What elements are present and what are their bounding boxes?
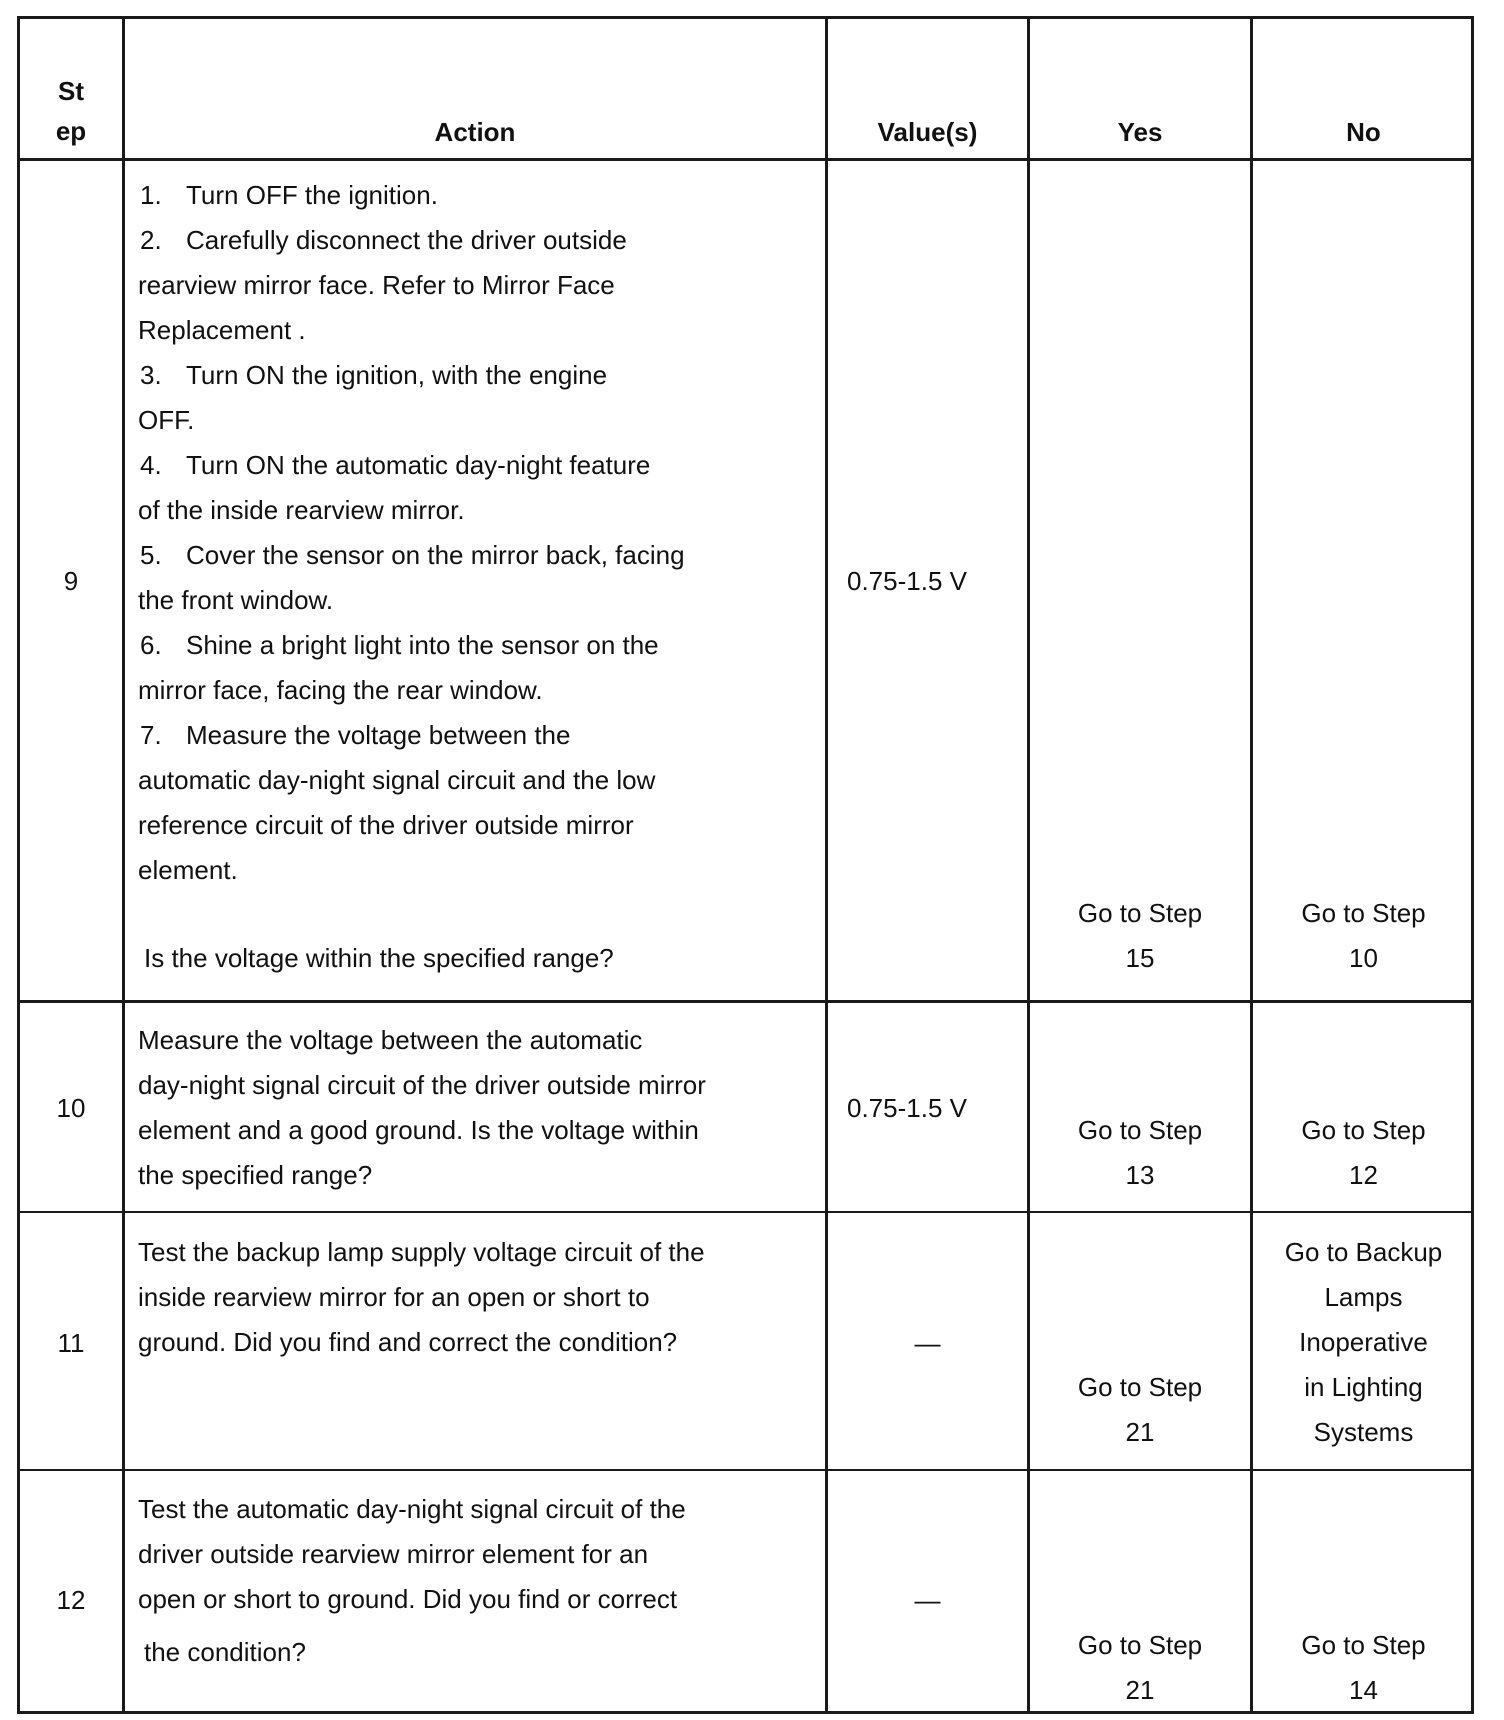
step-index: 1. bbox=[140, 180, 162, 210]
action-line: open or short to ground. Did you find or correct bbox=[138, 1584, 678, 1614]
yes-line: 13 bbox=[1125, 1160, 1155, 1190]
diagnostic-table bbox=[17, 16, 1474, 1714]
action-step-2 bbox=[138, 218, 627, 263]
row-divider bbox=[20, 1469, 1471, 1471]
action-line: the front window. bbox=[138, 585, 334, 615]
action-line: day-night signal circuit of the driver outside mirror bbox=[138, 1070, 706, 1100]
step-index: 6. bbox=[140, 630, 162, 660]
no-line: Go to Step bbox=[1301, 1630, 1426, 1660]
header-step bbox=[20, 71, 122, 151]
action-step-3 bbox=[138, 353, 607, 398]
action-line: Replacement . bbox=[138, 315, 306, 345]
yes-cell bbox=[1030, 1365, 1250, 1455]
action-step-4 bbox=[138, 443, 650, 488]
no-line: 14 bbox=[1349, 1675, 1378, 1705]
no-cell bbox=[1253, 1623, 1474, 1713]
action-line: Turn OFF the ignition. bbox=[186, 180, 438, 210]
value-cell: 0.75-1.5 V bbox=[847, 566, 967, 596]
action-text bbox=[138, 1018, 706, 1198]
step-number: 9 bbox=[63, 566, 79, 596]
row-divider bbox=[20, 1211, 1471, 1213]
no-line: Systems bbox=[1313, 1417, 1414, 1447]
action-line: Measure the voltage between the bbox=[186, 720, 571, 750]
no-cell bbox=[1253, 1230, 1474, 1455]
header-step-line: ep bbox=[55, 116, 87, 146]
action-step-6 bbox=[138, 623, 659, 668]
action-line: ground. Did you find and correct the condition? bbox=[138, 1327, 678, 1357]
no-cell bbox=[1253, 1108, 1474, 1198]
column-divider bbox=[1250, 19, 1253, 1711]
action-line: rearview mirror face. Refer to Mirror Face bbox=[138, 270, 615, 300]
action-line: Turn ON the automatic day-night feature bbox=[186, 450, 651, 480]
action-line: Cover the sensor on the mirror back, facing bbox=[186, 540, 685, 570]
yes-line: Go to Step bbox=[1077, 1115, 1203, 1145]
value-cell: — bbox=[914, 1585, 941, 1615]
action-question: Is the voltage within the specified range? bbox=[144, 943, 614, 973]
action-line: of the inside rearview mirror. bbox=[138, 495, 465, 525]
action-line: element and a good ground. Is the voltage within bbox=[138, 1115, 699, 1145]
action-line: automatic day-night signal circuit and the low bbox=[138, 765, 656, 795]
action-line: the specified range? bbox=[138, 1160, 373, 1190]
step-number: 12 bbox=[56, 1585, 86, 1615]
no-cell bbox=[1253, 891, 1474, 981]
no-line: 12 bbox=[1349, 1160, 1378, 1190]
action-step-1 bbox=[138, 173, 438, 218]
yes-line: Go to Step bbox=[1077, 1630, 1203, 1660]
header-yes: Yes bbox=[1117, 117, 1163, 147]
action-step-7 bbox=[138, 713, 570, 758]
step-index: 7. bbox=[140, 720, 162, 750]
value-cell: 0.75-1.5 V bbox=[847, 1093, 967, 1123]
action-text bbox=[138, 1487, 686, 1675]
header-action: Action bbox=[434, 117, 516, 147]
yes-line: Go to Step bbox=[1077, 1372, 1203, 1402]
step-index: 5. bbox=[140, 540, 162, 570]
row-divider bbox=[20, 158, 1471, 161]
action-step-5 bbox=[138, 533, 685, 578]
no-line: in Lighting bbox=[1304, 1372, 1423, 1402]
action-line: OFF. bbox=[138, 405, 195, 435]
action-line: Turn ON the ignition, with the engine bbox=[186, 360, 608, 390]
yes-line: 21 bbox=[1125, 1675, 1155, 1705]
column-divider bbox=[825, 19, 828, 1711]
no-line: Go to Backup bbox=[1284, 1237, 1443, 1267]
column-divider bbox=[122, 19, 125, 1711]
header-step-line: St bbox=[58, 76, 84, 106]
action-line: Test the automatic day-night signal circuit of the bbox=[138, 1494, 686, 1524]
no-line: Inoperative bbox=[1299, 1327, 1428, 1357]
yes-line: 21 bbox=[1125, 1417, 1155, 1447]
yes-line: Go to Step bbox=[1077, 898, 1203, 928]
action-text bbox=[138, 1230, 705, 1365]
yes-cell bbox=[1030, 891, 1250, 981]
action-line: mirror face, facing the rear window. bbox=[138, 675, 543, 705]
row-divider bbox=[20, 1000, 1471, 1003]
step-index: 3. bbox=[140, 360, 162, 390]
action-line: inside rearview mirror for an open or short to bbox=[138, 1282, 650, 1312]
header-no: No bbox=[1346, 117, 1381, 147]
action-line: the condition? bbox=[144, 1637, 306, 1667]
no-line: Go to Step bbox=[1301, 1115, 1426, 1145]
yes-cell bbox=[1030, 1623, 1250, 1713]
action-line: Test the backup lamp supply voltage circuit of the bbox=[138, 1237, 705, 1267]
no-line: Go to Step bbox=[1301, 898, 1426, 928]
action-line: element. bbox=[138, 855, 238, 885]
action-line: Shine a bright light into the sensor on the bbox=[186, 630, 659, 660]
step-number: 10 bbox=[56, 1093, 86, 1123]
action-line: driver outside rearview mirror element for an bbox=[138, 1539, 649, 1569]
column-divider bbox=[1027, 19, 1030, 1711]
no-line: 10 bbox=[1349, 943, 1378, 973]
yes-cell bbox=[1030, 1108, 1250, 1198]
step-number: 11 bbox=[57, 1328, 85, 1358]
action-line: reference circuit of the driver outside mirror bbox=[138, 810, 634, 840]
step-index: 2. bbox=[140, 225, 162, 255]
value-cell: — bbox=[914, 1328, 941, 1358]
header-values: Value(s) bbox=[877, 117, 978, 147]
step-index: 4. bbox=[140, 450, 162, 480]
action-line: Carefully disconnect the driver outside bbox=[186, 225, 627, 255]
action-line: Measure the voltage between the automatic bbox=[138, 1025, 643, 1055]
no-line: Lamps bbox=[1324, 1282, 1403, 1312]
yes-line: 15 bbox=[1125, 943, 1155, 973]
